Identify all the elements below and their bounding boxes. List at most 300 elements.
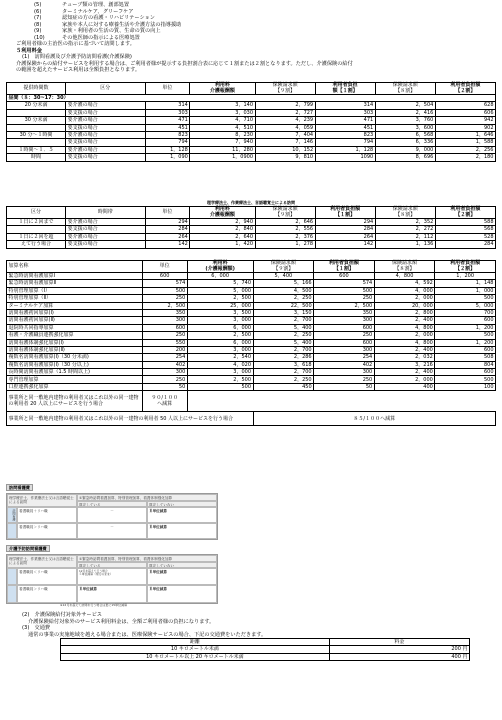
diagram-cell: Ｅ単位減算 xyxy=(147,568,217,585)
diagram-cell: ①緊急時訪問看護加算、特別管理加算、看護体制強化加算 xyxy=(77,555,217,562)
fee-value: 2，700 xyxy=(253,317,314,324)
fee-value: 250 xyxy=(314,295,375,302)
col-header: 区分 xyxy=(7,207,66,219)
fee-value: 4，800 xyxy=(374,324,435,331)
fee-value: 600 xyxy=(142,324,187,331)
fee-value: 303 xyxy=(145,109,190,116)
fee-value: 2，500 xyxy=(314,302,375,309)
fee-value: 3，150 xyxy=(253,309,314,316)
fee-value: 606 xyxy=(435,109,495,116)
subsection-title: (3) 交通費 xyxy=(22,625,51,631)
diagram-side-label: 訪問看護 xyxy=(7,507,17,523)
col-header: 利用料 介護報酬額 xyxy=(190,207,255,219)
subsection-title: (2) 介護保険給付対象外サービス xyxy=(22,612,102,618)
reduction-diagram xyxy=(6,493,218,540)
table-row xyxy=(7,332,496,339)
col-header: 加算名称 xyxy=(7,261,143,273)
table-row xyxy=(7,273,496,280)
list-item: (7) 認知症の方の看護・リハビリテーション xyxy=(34,15,155,21)
diagram-cell: 理学療法士、作業療法士又は言語聴覚士による訪問 xyxy=(7,555,77,568)
fee-value: 2，940 xyxy=(190,219,255,226)
fee-value: 10，152 xyxy=(255,146,315,153)
fee-value: 402 xyxy=(142,361,187,368)
addition-fee-table xyxy=(6,260,496,426)
fee-value: 902 xyxy=(435,124,495,131)
fee-value: 3，000 xyxy=(187,317,253,324)
addition-name: 訪問看護体制強化加算(Ⅱ) xyxy=(7,346,143,353)
fee-value: 25，000 xyxy=(187,302,253,309)
fee-value: 1，000 xyxy=(435,287,496,294)
fare-amount: 200 円 xyxy=(329,646,469,653)
col-header: 利用者負担額 【１割】 xyxy=(314,261,375,273)
fee-value: 5，400 xyxy=(253,273,314,280)
fee-value: 1，090 xyxy=(145,154,190,161)
fee-value: 6，000 xyxy=(187,339,253,346)
visit-category: １日に２回を超 xyxy=(7,233,66,240)
fee-value: 700 xyxy=(435,309,496,316)
fee-value: 550 xyxy=(142,339,187,346)
fee-value: 2，646 xyxy=(255,219,315,226)
list-item: (8) 家族や本人に対する療養生活や介護方法の指導援助 xyxy=(34,21,182,28)
fee-value: 794 xyxy=(315,139,375,146)
col-header: 利用者負担 額【１割】 xyxy=(315,83,375,95)
diagram-cell: Ｅ単位減算 xyxy=(147,523,217,539)
subsection-desc: 介護保険給付対象外のサービス利用料金は、全額ご利用者様の負担になります。 xyxy=(28,618,215,625)
fee-value: 2，556 xyxy=(255,226,315,233)
col-header: 時間帯 xyxy=(66,207,145,219)
addition-name: 緊急時訪問看護加算Ⅱ xyxy=(7,280,143,287)
section-title: ５利用料金 xyxy=(16,47,42,54)
addition-name: ターミナルケア加算 xyxy=(7,302,143,309)
fee-value: 600 xyxy=(435,317,496,324)
fee-value: 471 xyxy=(145,117,190,124)
fee-value: 300 xyxy=(142,369,187,376)
care-level: 要支援の場合 xyxy=(66,109,145,116)
fee-value: 2，286 xyxy=(253,354,314,361)
fee-value: 2，400 xyxy=(374,346,435,353)
fee-value: 284 xyxy=(315,226,375,233)
fee-value: 508 xyxy=(435,354,496,361)
fee-value: 3，000 xyxy=(187,346,253,353)
fee-value: 300 xyxy=(314,317,375,324)
diagram-cell: 理学療法士、作業療法士又は言語聴覚士による訪問 xyxy=(7,494,77,507)
table-row xyxy=(7,241,496,248)
fee-value: 568 xyxy=(435,226,495,233)
fee-value: 2，272 xyxy=(375,226,435,233)
diagram-cell: 看護職員＋リハ職 xyxy=(17,507,77,523)
visit-category xyxy=(7,226,66,233)
fee-value: 314 xyxy=(145,102,190,109)
fee-value: 588 xyxy=(435,219,495,226)
table-row xyxy=(7,124,496,131)
fee-value: 254 xyxy=(142,354,187,361)
time-range: 20 分未満 xyxy=(7,102,66,109)
diagram-cell: － xyxy=(77,507,147,523)
diagram-cell: 12月を超えて行う場合 ５単位減算（現行のまま） xyxy=(77,568,147,585)
fee-value: 2，376 xyxy=(255,233,315,240)
fee-value: 303 xyxy=(315,109,375,116)
care-level: 要支援の場合 xyxy=(66,226,145,233)
fee-value: 4，239 xyxy=(255,117,315,124)
table-row xyxy=(7,302,496,309)
fee-value: 314 xyxy=(315,102,375,109)
fee-value: 1，200 xyxy=(435,339,496,346)
fee-value: 1090 xyxy=(315,154,375,161)
addition-name: 長時間訪問看護加算（1.5 時間以上) xyxy=(7,369,143,376)
col-header: 単位 xyxy=(145,207,190,219)
diagram-header xyxy=(7,555,217,568)
fee-value: 254 xyxy=(314,354,375,361)
fee-value: 200 xyxy=(142,346,187,353)
fee-value: 294 xyxy=(315,219,375,226)
fee-value: 250 xyxy=(142,376,187,383)
fee-value: 2，504 xyxy=(375,102,435,109)
table-row xyxy=(7,369,496,376)
diagram-cell: － xyxy=(77,523,147,539)
col-header: 料金 xyxy=(329,639,469,646)
therapist-fee-table xyxy=(6,206,496,249)
fee-value: 4，800 xyxy=(374,339,435,346)
fee-value: 300 xyxy=(314,369,375,376)
col-header: 保険請求額 【９割】 xyxy=(255,83,315,95)
fee-value: 142 xyxy=(315,241,375,248)
fee-value: 22，500 xyxy=(253,302,314,309)
fee-value: 2，400 xyxy=(374,369,435,376)
addition-name: 特別管理加算（Ⅰ） xyxy=(7,287,143,294)
fee-value: 5，000 xyxy=(187,287,253,294)
fee-value: 20，000 xyxy=(374,302,435,309)
fee-value: 1，200 xyxy=(435,324,496,331)
fee-value: 528 xyxy=(435,233,495,240)
fee-value: 1，646 xyxy=(435,131,495,138)
fee-value: 3，000 xyxy=(187,369,253,376)
reduction-value: ８５/１００へ減算 xyxy=(253,412,495,426)
reduction-diagram xyxy=(6,554,218,604)
table-row xyxy=(7,139,496,146)
table-row xyxy=(7,280,496,287)
fee-value: 5，166 xyxy=(253,280,314,287)
shift-label: 昼間（８：30~17：30） xyxy=(7,95,496,102)
fee-value: 7，404 xyxy=(255,131,315,138)
col-header: 保険請求額 【９割】 xyxy=(255,207,315,219)
fee-value: 600 xyxy=(435,346,496,353)
fee-value: 5，400 xyxy=(253,324,314,331)
fee-value: 11，280 xyxy=(190,146,255,153)
diagram-footnote: ※12月を超えて訪問を行う場合は更に15単位減算 xyxy=(60,603,128,607)
diagram-cell: 看護職員＞リハ職 xyxy=(17,523,77,539)
fee-value: 500 xyxy=(435,376,496,383)
fee-value: 2，500 xyxy=(187,376,253,383)
diagram-row xyxy=(7,568,217,585)
col-header: 単位 xyxy=(145,83,190,95)
fee-value: 1，128 xyxy=(315,146,375,153)
table-row xyxy=(7,383,496,390)
fee-value: 3，760 xyxy=(375,117,435,124)
fee-value: 2，256 xyxy=(435,146,495,153)
care-level: 要介護の場合 xyxy=(66,131,145,138)
reduction-text: 事業所と同一敷地内建物の利用者又はこれ以外の同一建物の利用者 20 人以上にサービスを行う場合 xyxy=(7,391,143,412)
col-header: 利用者負担額 【２割】 xyxy=(435,83,495,95)
col-header: 保険請求額 【８割】 xyxy=(375,207,435,219)
fee-value: 1，420 xyxy=(190,241,255,248)
fee-value: 2，500 xyxy=(187,332,253,339)
subsection-desc: 通常の事業の実施地域を越える場合または、医療保険サービスの場合、下記の交通費をいただきます。 xyxy=(28,631,267,638)
fee-value: 294 xyxy=(145,219,190,226)
list-item: (10) その他医師の指示による医療処置 xyxy=(34,34,140,41)
col-header: 利用者負担額 【２割】 xyxy=(435,261,496,273)
diagram-cell: ①緊急時訪問看護加算、特別管理加算、看護体制強化加算 xyxy=(77,494,217,501)
table-row xyxy=(7,295,496,302)
care-level: 要介護の場合 xyxy=(66,219,145,226)
table2-caption: 理学療法士、作業療法士、言語聴覚士による訪問 xyxy=(207,200,295,205)
intro-line: ご利用者様の主治医の指示に基づいて訪問します。 xyxy=(16,41,135,47)
fee-value: 1，136 xyxy=(375,241,435,248)
fee-value: 1，128 xyxy=(145,146,190,153)
diagram-cell: 算定している xyxy=(77,562,147,568)
care-level: 要介護の場合 xyxy=(66,233,145,240)
fee-value: 3，500 xyxy=(187,309,253,316)
fee-value: 2，700 xyxy=(253,369,314,376)
fee-value: 794 xyxy=(145,139,190,146)
fee-value: 2，250 xyxy=(253,295,314,302)
fee-value: 5，740 xyxy=(187,280,253,287)
time-range: 30 分未満 xyxy=(7,117,66,124)
fee-value: 2，000 xyxy=(374,295,435,302)
care-level: 要支援の場合 xyxy=(66,139,145,146)
fee-value: 7，146 xyxy=(255,139,315,146)
time-range: 30 分～１時間 xyxy=(7,131,66,138)
fee-value: 628 xyxy=(435,102,495,109)
addition-name: 退院時共同指導加算 xyxy=(7,324,143,331)
fee-value: 4，592 xyxy=(374,280,435,287)
table-row xyxy=(61,653,470,660)
table-row xyxy=(7,287,496,294)
addition-name: 看護・介護職員連携強化加算 xyxy=(7,332,143,339)
diagram-row xyxy=(7,585,217,603)
fee-value: 2，540 xyxy=(187,354,253,361)
fee-value: 2，416 xyxy=(375,109,435,116)
fee-value: 2，727 xyxy=(255,109,315,116)
fee-value: 2，352 xyxy=(375,219,435,226)
fee-value: 100 xyxy=(435,383,496,390)
fee-value: 500 xyxy=(435,332,496,339)
fare-distance: 10 キロメートル未満 xyxy=(61,646,330,653)
time-range: １時間～１．５ xyxy=(7,146,66,153)
fee-value: 600 xyxy=(142,273,187,280)
fee-value: 4，059 xyxy=(255,124,315,131)
fee-value: 451 xyxy=(145,124,190,131)
addition-name: 専門管理加算 xyxy=(7,376,143,383)
list-item: (5) チューブ類の管理、創部処置 xyxy=(34,2,130,8)
diagram-cell: Ｅ単位減算 xyxy=(77,585,147,603)
time-range xyxy=(7,139,66,146)
table-row xyxy=(7,324,496,331)
fee-value: 2，250 xyxy=(253,376,314,383)
table-row xyxy=(7,339,496,346)
fee-value: 284 xyxy=(435,241,495,248)
fee-value: 500 xyxy=(142,287,187,294)
fee-value: 3，618 xyxy=(253,361,314,368)
fee-value: 4，800 xyxy=(374,273,435,280)
diagram-cell: 算定していない xyxy=(147,562,217,568)
fee-value: 5，400 xyxy=(253,339,314,346)
fee-value: 2，000 xyxy=(374,332,435,339)
fee-value: 4，710 xyxy=(190,117,255,124)
fee-value: 451 xyxy=(315,124,375,131)
fee-value: 1，148 xyxy=(435,280,496,287)
fee-value: 7，940 xyxy=(190,139,255,146)
subsection-title: (1) 訪問看護及び介護予防訪問看護(介護保険) xyxy=(22,54,132,60)
col-header: 提供時間数 xyxy=(7,83,66,95)
addition-name: 訪問看護初回加算(Ⅰ) xyxy=(7,309,143,316)
fee-value: 4，510 xyxy=(190,124,255,131)
diagram-cell: 看護職員＜リハ職 xyxy=(17,568,77,585)
subsection-desc: 介護保険からの給付サービスを利用する場合は、ご利用者様が提示する負担割合表に応じて１割または２割となります。ただし、介護保険の給付 xyxy=(16,60,353,67)
addition-name: 訪問看護体制強化加算(Ⅰ) xyxy=(7,339,143,346)
fee-value: 3，600 xyxy=(375,124,435,131)
fee-value: 450 xyxy=(253,383,314,390)
fee-value: 823 xyxy=(145,131,190,138)
fee-value: 264 xyxy=(145,233,190,240)
col-header: 利用者負担額 【１割】 xyxy=(315,207,375,219)
fee-value: 2，250 xyxy=(253,332,314,339)
diagram-cell: 算定していない xyxy=(147,501,217,507)
fee-value: 2，800 xyxy=(374,309,435,316)
fee-value: 574 xyxy=(142,280,187,287)
subsection-desc: の範囲を超えたサービス利用は全額負担となります。 xyxy=(16,67,141,73)
fee-value: 250 xyxy=(314,376,375,383)
fee-value: 250 xyxy=(142,295,187,302)
care-level: 要介護の場合 xyxy=(66,117,145,124)
fee-value: 3，030 xyxy=(190,109,255,116)
fee-value: 2，180 xyxy=(435,154,495,161)
fee-value: 2，000 xyxy=(374,376,435,383)
diagram-title: 介護予防訪問看護費 xyxy=(6,545,50,552)
time-range: 時間 xyxy=(7,154,66,161)
diagram-row xyxy=(7,523,217,539)
fee-value: 600 xyxy=(435,369,496,376)
fee-value: 804 xyxy=(435,361,496,368)
section-other xyxy=(0,612,502,638)
fee-value: 1，200 xyxy=(435,273,496,280)
fee-value: 823 xyxy=(315,131,375,138)
care-level: 要介護の場合 xyxy=(66,146,145,153)
visit-category: えて行う場合 xyxy=(7,241,66,248)
fee-value: 500 xyxy=(187,383,253,390)
fee-value: 574 xyxy=(314,280,375,287)
fee-value: 300 xyxy=(314,346,375,353)
table-row xyxy=(7,354,496,361)
fare-distance: 10 キロメートル以上 20 キロメートル未満 xyxy=(61,653,330,660)
fee-value: 300 xyxy=(142,317,187,324)
fee-value: 600 xyxy=(314,324,375,331)
visit-category: １日に２回まで xyxy=(7,219,66,226)
addition-name: 複数名訪問看護加算(Ⅰ)（30 分以上) xyxy=(7,361,143,368)
addition-name: 複数名訪問看護加算(Ⅰ)（30 分未満) xyxy=(7,354,143,361)
fee-value: 1，278 xyxy=(255,241,315,248)
addition-name: 訪問看護初回加算(Ⅱ) xyxy=(7,317,143,324)
fee-value: 2，112 xyxy=(375,233,435,240)
fee-value: 4，000 xyxy=(374,287,435,294)
diagram-cell: 算定している xyxy=(77,501,147,507)
fee-value: 2，840 xyxy=(190,226,255,233)
fee-value: 350 xyxy=(142,309,187,316)
col-header: 単位 xyxy=(142,261,187,273)
care-level: 要介護の場合 xyxy=(66,102,145,109)
fee-value: 1，0900 xyxy=(190,154,255,161)
fee-value: 600 xyxy=(314,273,375,280)
care-level: 要支援の場合 xyxy=(66,154,145,161)
fee-value: 600 xyxy=(314,339,375,346)
table-row xyxy=(7,233,496,240)
fare-amount: 400 円 xyxy=(329,653,469,660)
fee-value: 2，500 xyxy=(187,295,253,302)
diagram-cell: Ｅ単位減算 xyxy=(147,585,217,603)
diagram-title: 訪問看護費 xyxy=(6,484,33,491)
care-level: 要支援の場合 xyxy=(66,241,145,248)
addition-name: 口腔連携強化加算 xyxy=(7,383,143,390)
table-row xyxy=(7,109,496,116)
fee-value: 9，000 xyxy=(375,146,435,153)
table-row xyxy=(7,317,496,324)
time-range xyxy=(7,124,66,131)
fee-value: 4，020 xyxy=(187,361,253,368)
fee-value: 471 xyxy=(315,117,375,124)
col-header: 距離 xyxy=(61,639,330,646)
col-header: 区分 xyxy=(66,83,145,95)
table-row xyxy=(61,646,470,653)
table-row xyxy=(7,309,496,316)
col-header: 保険請求額 【８割】 xyxy=(374,261,435,273)
fee-value: 1，588 xyxy=(435,139,495,146)
fee-value: 264 xyxy=(315,233,375,240)
fee-value: 2，700 xyxy=(253,346,314,353)
table-row xyxy=(7,117,496,124)
fee-value: 2，640 xyxy=(190,233,255,240)
col-header: 保険請求額 【９割】 xyxy=(253,261,314,273)
fee-value: 6，336 xyxy=(375,139,435,146)
diagram-header xyxy=(7,494,217,507)
diagram-cell: 看護職員＞リハ職 xyxy=(17,585,77,603)
fee-value: 3，140 xyxy=(190,102,255,109)
fee-value: 6，000 xyxy=(187,324,253,331)
col-header: 利用料 (介護報酬額) xyxy=(187,261,253,273)
col-header: 利用者負担額 【２割】 xyxy=(435,207,495,219)
fee-value: 2，032 xyxy=(374,354,435,361)
fee-value: 8，230 xyxy=(190,131,255,138)
fee-value: 2，500 xyxy=(142,302,187,309)
fee-value: 402 xyxy=(314,361,375,368)
table-row xyxy=(7,226,496,233)
fee-value: 350 xyxy=(314,309,375,316)
fee-value: 500 xyxy=(314,287,375,294)
table-row xyxy=(7,154,496,161)
table-row xyxy=(7,346,496,353)
fee-value: 284 xyxy=(145,226,190,233)
visit-fee-table xyxy=(6,82,496,162)
table-row xyxy=(7,146,496,153)
list-item: (6) ターミナルケア、グリーフケア xyxy=(34,8,134,15)
fee-value: 4，500 xyxy=(253,287,314,294)
fee-value: 8，696 xyxy=(375,154,435,161)
list-item: (9) 家族・利用者の生活の質、生命の質の向上 xyxy=(34,28,161,34)
table-row xyxy=(7,361,496,368)
service-list xyxy=(0,2,502,74)
diagram-row xyxy=(7,507,217,523)
fee-value: 6，000 xyxy=(187,273,253,280)
fee-value: 250 xyxy=(314,332,375,339)
addition-name: 緊急時訪問看護加算Ⅰ xyxy=(7,273,143,280)
